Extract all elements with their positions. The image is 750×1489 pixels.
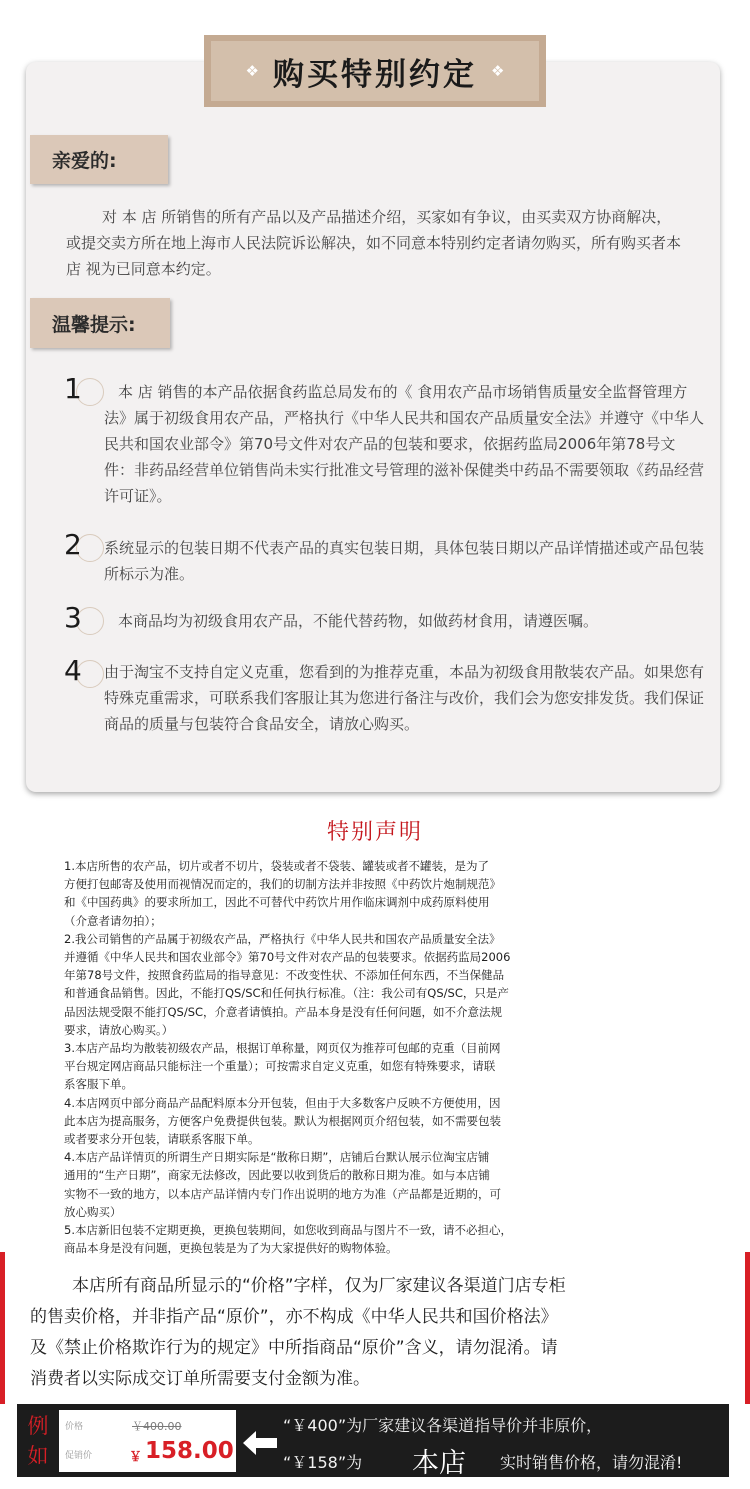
declaration-line: 方便打包邮寄及使用而视情况而定的，我们的切制方法并非按照《中药饮片炮制规范》 <box>64 877 501 892</box>
intro-paragraph: 对 本 店 所销售的所有产品以及产品描述介绍，买家如有争议，由买卖双方协商解决，或提交卖方所在地上海市人民法院诉讼解决，如不同意本特别约定者请勿购买，所有购买者本 店 视为已同意本约定。 <box>66 208 682 278</box>
declaration-line: 要求，请放心购买。） <box>64 1022 174 1037</box>
declaration-line: 4.本店产品详情页的所谓生产日期实际是“散称日期”，店铺后台默认展示位淘宝店铺 <box>64 1150 490 1165</box>
price-notice-line: 消费者以实际成交订单所需要支付金额为准。 <box>30 1369 370 1389</box>
tip-text: 本商品均为初级食用农产品，不能代替药物，如做药材食用，请遵医嘱。 <box>118 612 599 630</box>
price-label: 价格 <box>65 1422 84 1432</box>
tip-text: 本 店 销售的本产品依据食药监总局发布的《 食用农产品市场销售质量安全监督管理方法》属于初级食用农产品，严格执行《中华人民共和国农产品质量安全法》并遵守《中华人民共和国农业部令》第70号文件对农产品的包装和要求，依据药监局2006年第78号文件：非药品经营单位销售尚未实行批准文号管理的滋补保健类中药品不需要领取《药品经营许可证》。 <box>104 383 705 505</box>
example-line-2-prefix: “￥158”为 <box>283 1453 363 1472</box>
diamond-icon: ❖ <box>245 62 259 80</box>
greeting-tag: 亲爱的: <box>30 135 168 184</box>
banner-title: 购买特别约定 <box>273 56 477 93</box>
tip-text: 系统显示的包装日期不代表产品的真实包装日期，具体包装日期以产品详情描述或产品包装所标示为准。 <box>104 539 705 583</box>
price-notice-line: 的售卖价格，并非指产品“原价”，亦不构成《中华人民共和国价格法》 <box>30 1307 558 1327</box>
tip-number: 3 <box>64 601 82 634</box>
declaration-line: 并遵循《中华人民共和国农业部令》第70号文件对农产品的包装要求。依据药监局2006 <box>64 950 511 965</box>
declaration-line: 此本店为提高服务，方便客户免费提供包装。默认为根据网页介绍包装，如不需要包装 <box>64 1113 501 1128</box>
tip-number: 1 <box>64 372 82 405</box>
declaration-line: 商品本身是没有问题，更换包装是为了为大家提供好的购物体验。 <box>64 1241 398 1256</box>
declaration-line: 和普通食品销售。因此，不能打QS/SC和任何执行标准。（注：我公司有QS/SC，只是产 <box>64 986 509 1001</box>
tip-text: 由于淘宝不支持自定义克重，您看到的为推荐克重，本品为初级食用散装农产品。如果您有特殊克重需求，可联系我们客服让其为您进行备注与改价，我们会为您安排发货。我们保证商品的质量与包装符合食品安全，请放心购买。 <box>104 663 705 733</box>
declaration-line: 实物不一致的地方，以本店产品详情内专门作出说明的地方为准（产品都是近期的，可 <box>64 1186 501 1201</box>
example-char: 例 <box>27 1414 49 1438</box>
store-name: 本店 <box>412 1448 466 1479</box>
right-red-rule <box>745 1252 750 1404</box>
tips-tag: 温馨提示: <box>30 298 170 348</box>
price-sample-box <box>59 1410 236 1472</box>
promo-price: 158.00 <box>145 1438 234 1464</box>
declaration-line: 4.本店网页中部分商品产品配料原本分开包装，但由于大多数客户反映不方便使用，因 <box>64 1095 501 1110</box>
diamond-icon: ❖ <box>491 62 505 80</box>
declaration-title: 特别声明 <box>326 820 423 845</box>
promo-currency: ￥ <box>129 1450 143 1465</box>
declaration-line: 平台规定网店商品只能标注一个重量）；可按需求自定义克重，如您有特殊要求，请联 <box>64 1059 496 1074</box>
declaration-line: 系客服下单。 <box>64 1077 133 1092</box>
original-price: ￥400.00 <box>132 1420 182 1433</box>
declaration-body <box>64 857 684 1257</box>
price-notice <box>30 1271 730 1395</box>
example-char: 如 <box>27 1444 49 1468</box>
tip-number: 2 <box>64 528 82 561</box>
promo-price-label: 促销价 <box>65 1451 93 1461</box>
declaration-line: （介意者请勿拍）； <box>64 913 162 928</box>
declaration-line: 品因法规受限不能打QS/SC，介意者请慎拍。产品本身是没有任何问题，如不介意法规 <box>64 1004 503 1019</box>
tip-number: 4 <box>64 654 82 687</box>
declaration-line: 放心购买） <box>64 1204 122 1219</box>
left-arrow-icon <box>243 1430 277 1456</box>
price-notice-line: 及《禁止价格欺诈行为的规定》中所指商品“原价”含义，请勿混淆。请 <box>30 1338 558 1358</box>
declaration-line: 年第78号文件，按照食药监局的指导意见：不改变性状、不添加任何东西，不当保健品 <box>64 968 505 983</box>
declaration-line: 和《中国药典》的要求所加工，因此不可替代中药饮片用作临床调剂中成药原料使用 <box>64 895 490 910</box>
price-notice-line: 本店所有商品所显示的“价格”字样，仅为厂家建议各渠道门店专柜 <box>72 1276 566 1296</box>
banner <box>211 41 539 101</box>
declaration-line: 1.本店所售的农产品，切片或者不切片，袋装或者不袋装、罐装或者不罐装，是为了 <box>64 859 489 873</box>
example-label <box>20 1411 56 1471</box>
declaration-line: 5.本店新旧包装不定期更换，更换包装期间，如您收到商品与图片不一致，请不必担心， <box>64 1223 512 1238</box>
declaration-line: 2.我公司销售的产品属于初级农产品，严格执行《中华人民共和国农产品质量安全法》 <box>64 931 501 946</box>
declaration-line: 通用的“生产日期”，商家无法修改，因此要以收到货后的散称日期为准。如与本店铺 <box>64 1168 490 1183</box>
declaration-line: 3.本店产品均为散装初级农产品，根据订单称量，网页仅为推荐可包邮的克重（目前网 <box>64 1041 501 1056</box>
declaration-line: 或者要求分开包装，请联系客服下单。 <box>64 1132 260 1147</box>
example-line-1: “￥400”为厂家建议各渠道指导价并非原价， <box>283 1416 603 1435</box>
example-line-2-suffix: 实时销售价格，请勿混淆! <box>500 1453 683 1472</box>
left-red-rule <box>0 1252 5 1404</box>
